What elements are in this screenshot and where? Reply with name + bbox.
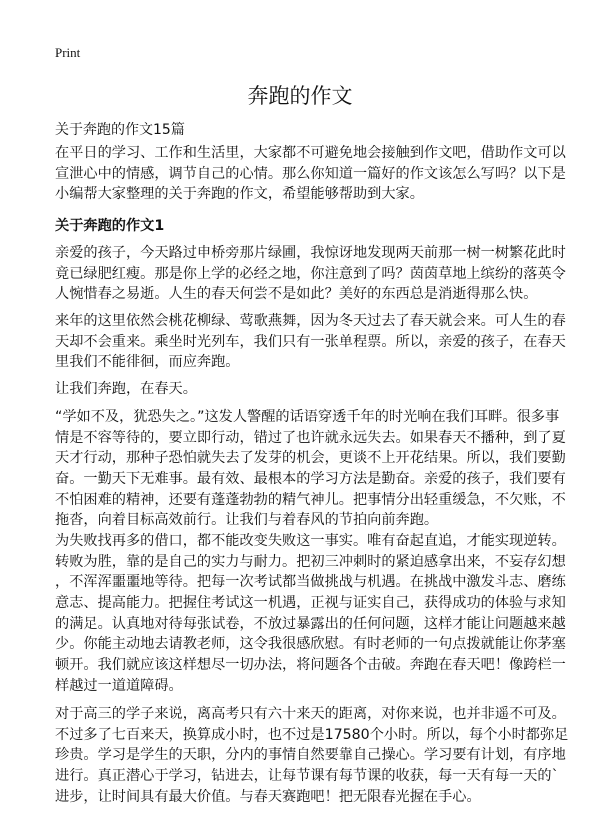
text-line: 不过多了七百来天，换算成小时，也不过是17580个小时。所以，每个小时都弥足 [55,726,569,743]
text-line: 的满足。认真地对待每张试卷，不放过暴露出的任何问题，这样才能让问题越来越 [55,615,566,632]
text-line: 不怕困难的精神，还要有蓬蓬勃勃的精气神儿。把事情分出轻重缓急，不欠账，不 [55,491,566,508]
section-heading: 关于奔跑的作文1 [55,218,165,234]
text-line: 小编帮大家整理的关于奔跑的作文，希望能够帮助到大家。 [55,186,424,203]
text-line: 对于高三的学子来说，离高考只有六十来天的距离，对你来说，也并非遥不可及。 [55,706,566,722]
text-line: 为失败找再多的借口，都不能改变失败这一事实。唯有奋起直追，才能实现逆转。 [55,533,566,549]
text-line: 亲爱的孩子，今天路过申桥旁那片绿圃，我惊讶地发现两天前那一树一树繁花此时 [55,245,566,261]
text-line: 人惋惜春之易逝。人生的春天何尝不是如此？美好的东西总是消逝得那么快。 [55,286,538,303]
text-line: 转败为胜，靠的是自己的实力与耐力。把初三冲刺时的紧迫感拿出来，不妄存幻想 [55,553,566,570]
intro-paragraph [55,143,565,205]
text-line: 意志、提高能力。把握住考试这一机遇，正视与证实自己，获得成功的体验与求知 [55,595,566,612]
text-line: 宣泄心中的情感，调节自己的心情。那么你知道一篇好的作文该怎么写吗？以下是 [55,165,566,182]
paragraph [55,243,565,305]
text-line: 进行。真正潜心于学习，钻进去，让每节课有每节课的收获，每一天有每一天的` [55,768,559,785]
text-line: 竟已绿肥红瘦。那是你上学的必经之地，你注意到了吗？茵茵草地上缤纷的落英令 [55,265,566,282]
text-line: 拖沓，向着目标高效前行。让我们与着春风的节拍向前奔跑。 [55,512,439,529]
text-line: 进步，让时间具有最大价值。与春天赛跑吧！把无限春光握在手心。 [55,788,481,805]
text-line: 奋。一勤天下无难事。最有效、最根本的学习方法是勤奋。亲爱的孩子，我们要有 [55,471,566,488]
text-line: 里我们不能徘徊，而应奔跑。 [55,354,240,371]
document-subtitle: 关于奔跑的作文15篇 [55,122,185,138]
paragraph [55,311,565,373]
text-line: 天却不会重来。乘坐时光列车，我们只有一张单程票。所以，亲爱的孩子，在春天 [55,333,566,350]
text-line: 天才行动，那种子恐怕就失去了发芽的机会，更谈不上开花结果。所以，我们要勤 [55,450,566,467]
print-link[interactable]: Print [55,45,81,60]
text-line: “学如不及，犹恐失之。”这发人警醒的话语穿透千年的时光响在我们耳畔。很多事 [55,409,560,425]
paragraph [55,704,569,807]
paragraph [55,407,565,531]
text-line: 情是不容等待的，要立即行动，错过了也许就永远失去。如果春天不播种，到了夏 [55,429,566,446]
text-line: 珍贵。学习是学生的天职，分内的事情自然要靠自己操心。学习要有计划，有序地 [55,747,566,764]
text-line: ，不浑浑噩噩地等待。把每一次考试都当做挑战与机遇。在挑战中激发斗志、磨练 [55,574,566,591]
text-line: 在平日的学习、工作和生活里，大家都不可避免地会接触到作文吧，借助作文可以 [55,145,566,161]
paragraph [55,379,565,400]
text-line: 让我们奔跑，在春天。 [55,381,197,397]
text-line: 顿开。我们就应该这样想尽一切办法，将问题各个击破。奔跑在春天吧！像跨栏一 [55,657,566,674]
paragraph [55,531,565,697]
text-line: 少。你能主动地去请教老师，这令我很感欣慰。有时老师的一句点拨就能让你茅塞 [55,636,566,653]
text-line: 样越过一道道障碍。 [55,677,183,694]
page-title: 奔跑的作文 [247,84,353,108]
text-line: 来年的这里依然会桃花柳绿、莺歌燕舞，因为冬天过去了春天就会来。可人生的春 [55,313,566,329]
